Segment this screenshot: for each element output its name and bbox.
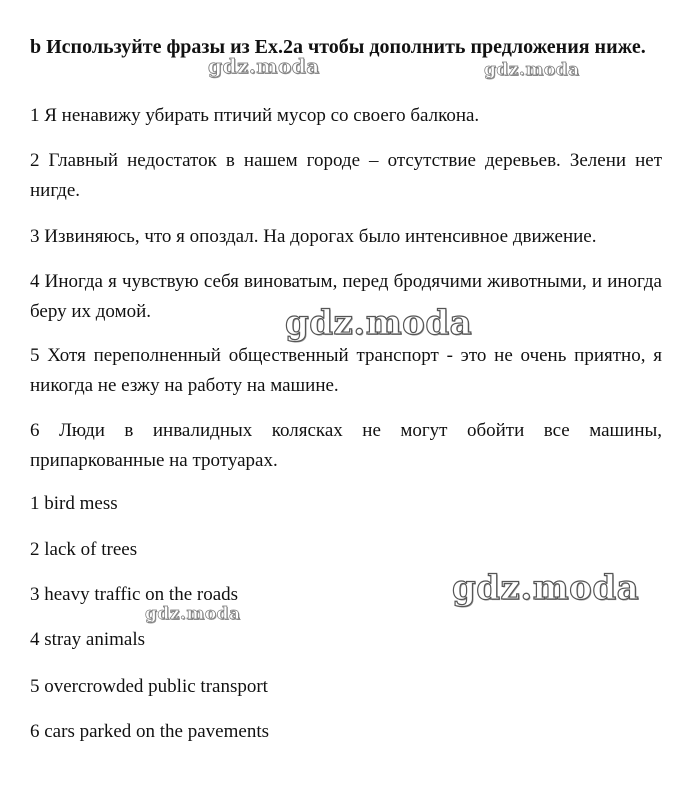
sentence-4: 4 Иногда я чувствую себя виноватым, перед бродячими животными, и иногда беру их домой.: [30, 271, 662, 322]
answer-6: 6 cars parked on the pavements: [30, 721, 269, 742]
sentence-2: 2 Главный недостаток в нашем городе – отсутствие деревьев. Зелени нет нигде.: [30, 150, 662, 201]
answer-1: 1 bird mess: [30, 493, 118, 514]
sentence-5: 5 Хотя переполненный общественный транспорт - это не очень приятно, я никогда не езжу на работу на машине.: [30, 345, 662, 396]
sentence-1: 1 Я ненавижу убирать птичий мусор со своего балкона.: [30, 105, 480, 126]
sentence-6: 6 Люди в инвалидных колясках не могут обойти все машины, припаркованные на тротуарах.: [30, 420, 662, 471]
watermark-logo: gdz.moda: [145, 604, 241, 624]
watermark-logo: gdz.moda: [484, 60, 580, 80]
watermark-logo: gdz.moda: [452, 568, 640, 608]
answer-3: 3 heavy traffic on the roads: [30, 584, 239, 605]
answer-4: 4 stray animals: [30, 629, 146, 650]
sentence-3: 3 Извиняюсь, что я опоздал. На дорогах было интенсивное движение.: [30, 226, 597, 247]
answer-5: 5 overcrowded public transport: [30, 676, 268, 697]
watermark-logo: gdz.moda: [285, 303, 473, 343]
exercise-heading: b Используйте фразы из Ex.2a чтобы дополнить предложения ниже.: [30, 36, 646, 58]
watermark-logo: gdz.moda: [208, 54, 320, 78]
answer-2: 2 lack of trees: [30, 539, 138, 560]
